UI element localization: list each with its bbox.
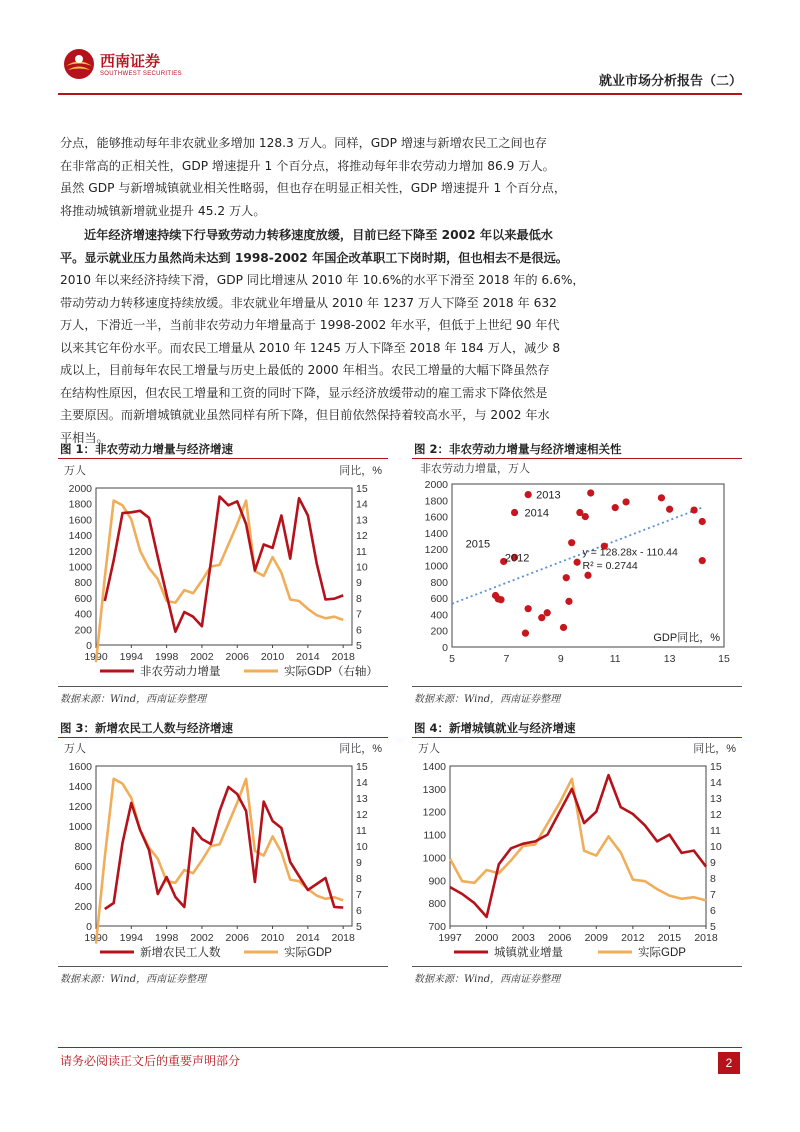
figure-1-title: 图 1：非农劳动力增量与经济增速 (60, 442, 234, 456)
right-tick-label: 11 (356, 825, 367, 837)
scatter-point (538, 614, 545, 621)
right-tick-label: 11 (710, 825, 721, 837)
left-tick-label: 1200 (68, 545, 92, 558)
scatter-point (560, 624, 567, 631)
report-title: 就业市场分析报告（二） (598, 74, 742, 89)
right-tick-label: 13 (710, 793, 722, 805)
page-number-badge (718, 1052, 740, 1074)
right-tick-label: 10 (356, 841, 368, 853)
x-tick-label: 1990 (84, 651, 108, 663)
left-tick-label: 800 (74, 577, 92, 590)
x-tick-label: 2010 (260, 932, 285, 944)
figure-4-chart (412, 738, 742, 966)
figure-1-chart (58, 460, 388, 685)
x-tick-label: 2018 (331, 651, 355, 663)
x-tick-label: 2018 (694, 932, 718, 944)
paragraph-2-bold-line: 平。显示就业压力虽然尚未达到 1998-2002 年国企改革职工下岗时期，但也相去不是很远。 (60, 250, 568, 265)
scatter-point (699, 557, 706, 564)
paragraph-2-line: 在结构性原因，但农民工增量和工资的同时下降，显示经济放缓带动的雇工需求下降依然是 (60, 385, 548, 400)
right-tick-label: 6 (356, 905, 362, 917)
left-tick-label: 800 (428, 898, 446, 911)
right-axis-label: 同比，% (339, 743, 382, 755)
x-tick-label: 2015 (657, 932, 682, 944)
series-line-primary (105, 497, 343, 632)
right-tick-label: 7 (356, 889, 362, 901)
right-tick-label: 9 (356, 857, 362, 869)
paragraph-2-line: 平相当。 (60, 430, 109, 445)
scatter-point (658, 494, 665, 501)
figure-1-source-rule (58, 686, 388, 687)
paragraph-1 (60, 132, 740, 222)
footer-rule (58, 1047, 742, 1048)
series-line-gdp (450, 779, 706, 901)
x-tick-label: 1994 (119, 932, 143, 944)
figure-2-source-rule (412, 686, 742, 687)
trend-r2: R² = 0.2744 (582, 559, 638, 572)
right-tick-label: 12 (356, 809, 368, 821)
figure-2-title: 图 2：非农劳动力增量与经济增速相关性 (414, 442, 622, 456)
paragraph-2-line: 主要原因。而新增城镇就业虽然同样有所下降，但目前依然保持着较高水平，与 2002 年水 (60, 408, 550, 422)
scatter-point (511, 509, 518, 516)
right-tick-label: 7 (356, 608, 362, 621)
right-tick-label: 14 (356, 498, 368, 511)
scatter-point (622, 498, 629, 505)
x-tick-label: 7 (503, 653, 510, 665)
right-tick-label: 13 (356, 514, 368, 527)
right-tick-label: 14 (356, 777, 368, 789)
scatter-point (699, 518, 706, 525)
right-tick-label: 9 (710, 857, 716, 869)
legend-label: 新增农民工人数 (140, 947, 221, 959)
scatter-point (587, 489, 594, 496)
right-tick-label: 10 (710, 841, 722, 853)
right-tick-label: 15 (356, 483, 368, 495)
left-tick-label: 1200 (68, 801, 92, 813)
scatter-point (563, 574, 570, 581)
x-tick-label: 2014 (296, 932, 320, 944)
left-tick-label: 1000 (68, 821, 92, 833)
y-tick-label: 1000 (424, 560, 448, 573)
x-tick-label: 13 (663, 653, 676, 665)
paragraph-1-line: 分点，能够推动每年非农就业多增加 128.3 万人。同样，GDP 增速与新增农民工之间也存 (60, 136, 548, 150)
left-tick-label: 1000 (422, 852, 446, 865)
right-axis-label: 同比，% (693, 743, 736, 755)
left-tick-label: 1400 (68, 781, 92, 793)
paragraph-2-line: 万人，下滑近一半，当前非农劳动力年增量高于 1998-2002 年水平，但低于上世纪 90 年代 (60, 318, 560, 332)
left-axis-label: 万人 (64, 743, 86, 755)
left-tick-label: 400 (74, 881, 92, 893)
point-annotation: 2014 (524, 507, 550, 520)
y-tick-label: 1600 (424, 511, 448, 524)
paragraph-2-line: 带动劳动力转移速度持续放缓。非农就业年增量从 2010 年 1237 万人下降至 2018 年 632 (60, 295, 557, 310)
right-tick-label: 10 (356, 561, 368, 574)
legend-label: 实际GDP (638, 947, 686, 959)
scatter-point (525, 605, 532, 612)
x-tick-label: 15 (718, 653, 730, 665)
scatter-point (565, 598, 572, 605)
x-tick-label: 2018 (331, 932, 355, 944)
scatter-point (522, 630, 529, 637)
left-tick-label: 900 (428, 875, 446, 888)
right-tick-label: 8 (710, 873, 716, 885)
y-tick-label: 0 (442, 642, 448, 654)
left-axis-label: 万人 (64, 465, 86, 477)
paragraph-2-line: 成以上，目前每年农民工增量与历史上最低的 2000 年相当。农民工增量的大幅下降虽然存 (60, 363, 550, 377)
x-tick-label: 2006 (225, 932, 249, 944)
figure-3-title: 图 3：新增农民工人数与经济增速 (60, 721, 234, 735)
left-tick-label: 1200 (422, 806, 446, 819)
logo-mark-icon (62, 47, 96, 81)
point-annotation: 2015 (465, 538, 491, 551)
right-tick-label: 5 (356, 921, 362, 933)
y-axis-label: 非农劳动力增量，万人 (420, 463, 530, 475)
right-tick-label: 14 (710, 777, 722, 789)
right-tick-label: 8 (356, 592, 362, 605)
series-line-primary (105, 787, 343, 909)
left-tick-label: 200 (74, 901, 92, 913)
scatter-point (525, 491, 532, 498)
scatter-point (497, 596, 504, 603)
x-tick-label: 1990 (84, 932, 108, 944)
figure-3-source: 数据来源：Wind，西南证券整理 (60, 974, 207, 985)
paragraph-1-line: 虽然 GDP 与新增城镇就业相关性略弱，但也存在明显正相关性，GDP 增速提升 1 个百分点， (60, 181, 567, 195)
figure-4-source: 数据来源：Wind，西南证券整理 (414, 974, 561, 985)
right-tick-label: 12 (356, 530, 368, 543)
paragraph-2-line: 2010 年以来经济持续下滑，GDP 同比增速从 2010 年 10.6%的水平下滑至 2018 年的 6.6%， (60, 273, 585, 287)
x-axis-label: GDP同比，% (653, 632, 720, 644)
legend-label: 非农劳动力增量 (140, 666, 221, 678)
y-tick-label: 1200 (424, 544, 448, 557)
plot-frame (450, 766, 706, 926)
right-axis-label: 同比，% (339, 465, 382, 477)
right-tick-label: 13 (356, 793, 368, 805)
figure-2-title-rule (412, 458, 742, 459)
paragraph-2 (60, 224, 740, 449)
x-tick-label: 2010 (260, 651, 285, 663)
series-line-gdp (96, 779, 343, 944)
y-tick-label: 200 (430, 625, 448, 638)
x-tick-label: 2002 (190, 651, 214, 663)
figure-3-chart (58, 738, 388, 966)
y-tick-label: 1400 (424, 527, 448, 540)
legend-label: 城镇就业增量 (494, 947, 563, 959)
header (0, 0, 800, 100)
x-tick-label: 11 (609, 653, 621, 665)
x-tick-label: 2014 (296, 651, 320, 663)
scatter-point (612, 504, 619, 511)
scatter-point (584, 572, 591, 579)
figure-2-chart (412, 460, 742, 685)
x-tick-label: 1998 (154, 651, 179, 663)
scatter-point (666, 506, 673, 513)
figure-2-source: 数据来源：Wind，西南证券整理 (414, 694, 561, 705)
paragraph-2-line: 以来其它年份水平。而农民工增量从 2010 年 1245 万人下降至 2018 年 184 万人，减少 8 (60, 340, 561, 355)
left-tick-label: 0 (86, 921, 92, 933)
logo-text: 西南证券 (100, 52, 161, 70)
figure-1-title-rule (58, 458, 388, 459)
legend-label: 实际GDP (284, 947, 332, 959)
x-tick-label: 2009 (584, 932, 608, 944)
paragraph-1-line: 在非常高的正相关性，GDP 增速提升 1 个百分点，将推动每年非农劳动力增加 86.9 万人。 (60, 158, 555, 173)
right-tick-label: 15 (356, 761, 368, 773)
legend-label: 实际GDP（右轴） (284, 666, 378, 678)
y-tick-label: 400 (430, 609, 448, 622)
right-tick-label: 8 (356, 873, 362, 885)
left-tick-label: 600 (74, 861, 92, 873)
left-tick-label: 600 (74, 592, 92, 605)
header-rule (58, 93, 742, 95)
left-tick-label: 400 (74, 608, 92, 621)
left-tick-label: 0 (86, 640, 92, 652)
scatter-point (568, 539, 575, 546)
left-tick-label: 1800 (68, 498, 92, 511)
scatter-point (574, 559, 581, 566)
logo-subtitle: SOUTHWEST SECURITIES (100, 71, 182, 77)
trend-equation: y = 128.28x - 110.44 (582, 546, 678, 559)
right-tick-label: 12 (710, 809, 722, 821)
right-tick-label: 11 (356, 545, 367, 558)
left-tick-label: 1400 (422, 761, 446, 773)
left-tick-label: 1600 (68, 514, 92, 527)
left-tick-label: 800 (74, 841, 92, 853)
y-tick-label: 800 (430, 576, 448, 589)
left-axis-label: 万人 (418, 743, 440, 755)
scatter-point (582, 513, 589, 520)
x-tick-label: 2000 (474, 932, 499, 944)
x-tick-label: 1997 (438, 932, 462, 944)
left-tick-label: 200 (74, 624, 92, 637)
left-tick-label: 1600 (68, 761, 92, 773)
series-line-gdp (96, 501, 343, 663)
x-tick-label: 2006 (548, 932, 572, 944)
figure-3-source-rule (58, 966, 388, 967)
plot-frame (96, 766, 352, 926)
x-tick-label: 2012 (621, 932, 645, 944)
right-tick-label: 9 (356, 577, 362, 590)
x-tick-label: 5 (449, 653, 455, 665)
figure-4-source-rule (412, 966, 742, 967)
footer-disclaimer: 请务必阅读正文后的重要声明部分 (60, 1054, 241, 1068)
left-tick-label: 1000 (68, 561, 92, 574)
point-annotation: 2013 (536, 489, 561, 502)
y-tick-label: 600 (430, 593, 448, 606)
x-tick-label: 2002 (190, 932, 214, 944)
figure-4-title: 图 4：新增城镇就业与经济增速 (414, 721, 576, 735)
x-tick-label: 2006 (225, 651, 249, 663)
right-tick-label: 5 (356, 640, 362, 652)
y-tick-label: 2000 (424, 479, 448, 491)
x-tick-label: 1998 (154, 932, 179, 944)
right-tick-label: 6 (356, 624, 362, 637)
y-tick-label: 1800 (424, 495, 448, 508)
right-tick-label: 6 (710, 905, 716, 917)
left-tick-label: 700 (428, 921, 446, 933)
paragraph-1-line: 将推动城镇新增就业提升 45.2 万人。 (60, 203, 266, 218)
paragraph-2-bold-line: 近年经济增速持续下行导致劳动力转移速度放缓，目前已经下降至 2002 年以来最低水 (84, 228, 553, 242)
scatter-point (690, 506, 697, 513)
left-tick-label: 1100 (423, 829, 446, 842)
x-tick-label: 1994 (119, 651, 143, 663)
left-tick-label: 2000 (68, 483, 92, 495)
page-number: 2 (725, 1056, 733, 1070)
scatter-point (544, 609, 551, 616)
figure-1-source: 数据来源：Wind，西南证券整理 (60, 694, 207, 705)
left-tick-label: 1400 (68, 530, 92, 543)
right-tick-label: 7 (710, 889, 716, 901)
x-tick-label: 9 (557, 653, 564, 665)
left-tick-label: 1300 (422, 783, 446, 796)
right-tick-label: 5 (710, 921, 716, 933)
point-annotation: 2012 (504, 552, 530, 565)
right-tick-label: 15 (710, 761, 722, 773)
x-tick-label: 2003 (511, 932, 535, 944)
